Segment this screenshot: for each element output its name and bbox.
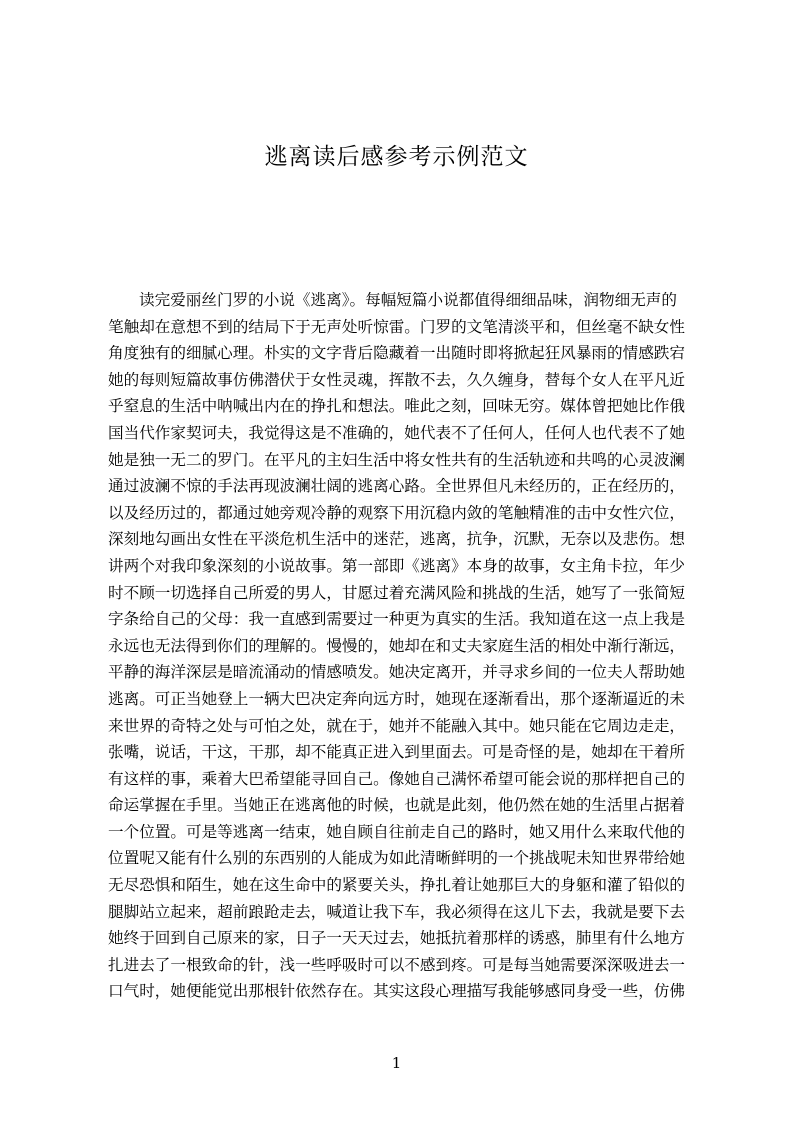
- body-line: 角度独有的细腻心理。朴实的文字背后隐藏着一出随时即将掀起狂风暴雨的情感跌宕: [108, 344, 685, 363]
- body-line: 张嘴，说话，干这，干那，却不能真正进入到里面去。可是奇怪的是，她却在干着所: [108, 743, 685, 762]
- body-line: 读完爱丽丝门罗的小说《逃离》。每幅短篇小说都值得细细品味，润物细无声的: [139, 291, 677, 309]
- body-line: 无尽恐惧和陌生，她在这生命中的紧要关头，挣扎着让她那巨大的身躯和灌了铅似的: [108, 876, 685, 895]
- body-line: 腿脚站立起来，超前踉跄走去，喊道让我下车，我必须得在这儿下去，我就是要下去: [108, 902, 685, 921]
- body-line: 有这样的事，乘着大巴希望能寻回自己。像她自己满怀希望可能会说的那样把自己的: [108, 769, 685, 788]
- body-line: 她是独一无二的罗门。在平凡的主妇生活中将女性共有的生活轨迹和共鸣的心灵波澜: [108, 450, 685, 469]
- body-line: 平静的海洋深层是暗流涌动的情感喷发。她决定离开，并寻求乡间的一位夫人帮助她: [108, 663, 685, 682]
- body-line: 乎窒息的生活中呐喊出内在的挣扎和想法。唯此之刻，回味无穷。媒体曾把她比作俄: [108, 397, 685, 416]
- body-line: 位置呢又能有什么别的东西别的人能成为如此清晰鲜明的一个挑战呢未知世界带给她: [108, 849, 685, 868]
- body-line: 以及经历过的，都通过她旁观冷静的观察下用沉稳内敛的笔触精准的击中女性穴位，: [108, 503, 685, 522]
- body-line: 通过波澜不惊的手法再现波澜壮阔的逃离心路。全世界但凡未经历的，正在经历的，: [108, 477, 685, 496]
- body-line: 来世界的奇特之处与可怕之处，就在于，她并不能融入其中。她只能在它周边走走，: [108, 716, 685, 735]
- page-title: 逃离读后感参考示例范文: [264, 144, 529, 170]
- body-line: 一个位置。可是等逃离一结束，她自顾自往前走自己的路时，她又用什么来取代他的: [108, 822, 685, 841]
- body-line: 扎进去了一根致命的针，浅一些呼吸时可以不感到疼。可是每当她需要深深吸进去一: [108, 955, 685, 974]
- body-line: 永远也无法得到你们的理解的。慢慢的，她却在和丈夫家庭生活的相处中渐行渐远，: [108, 636, 685, 655]
- body-line: 时不顾一切选择自己所爱的男人，甘愿过着充满风险和挑战的生活，她写了一张简短: [108, 583, 685, 602]
- page-number: 1: [391, 1054, 402, 1072]
- body-line: 命运掌握在手里。当她正在逃离他的时候，也就是此刻，他仍然在她的生活里占据着: [108, 796, 685, 815]
- body-line: 口气时，她便能觉出那根针依然存在。其实这段心理描写我能够感同身受一些，仿佛: [108, 982, 685, 1001]
- body-line: 国当代作家契诃夫，我觉得这是不准确的，她代表不了任何人，任何人也代表不了她: [108, 423, 685, 442]
- body-line: 她的每则短篇故事仿佛潜伏于女性灵魂，挥散不去，久久缠身，替每个女人在平凡近: [108, 370, 685, 389]
- body-paragraph: [108, 287, 701, 1005]
- body-line: 笔触却在意想不到的结局下于无声处听惊雷。门罗的文笔清淡平和，但丝毫不缺女性: [108, 317, 685, 336]
- body-line: 深刻地勾画出女性在平淡危机生活中的迷茫，逃离，抗争，沉默，无奈以及悲伤。想: [108, 530, 685, 549]
- body-line: 字条给自己的父母：我一直感到需要过一种更为真实的生活。我知道在这一点上我是: [108, 610, 685, 629]
- body-line: 她终于回到自己原来的家，日子一天天过去，她抵抗着那样的诱惑，肺里有什么地方: [108, 929, 685, 948]
- body-line: 讲两个对我印象深刻的小说故事。第一部即《逃离》本身的故事，女主角卡拉，年少: [108, 556, 685, 575]
- body-line: 逃离。可正当她登上一辆大巴决定奔向远方时，她现在逐渐看出，那个逐渐逼近的未: [108, 689, 685, 708]
